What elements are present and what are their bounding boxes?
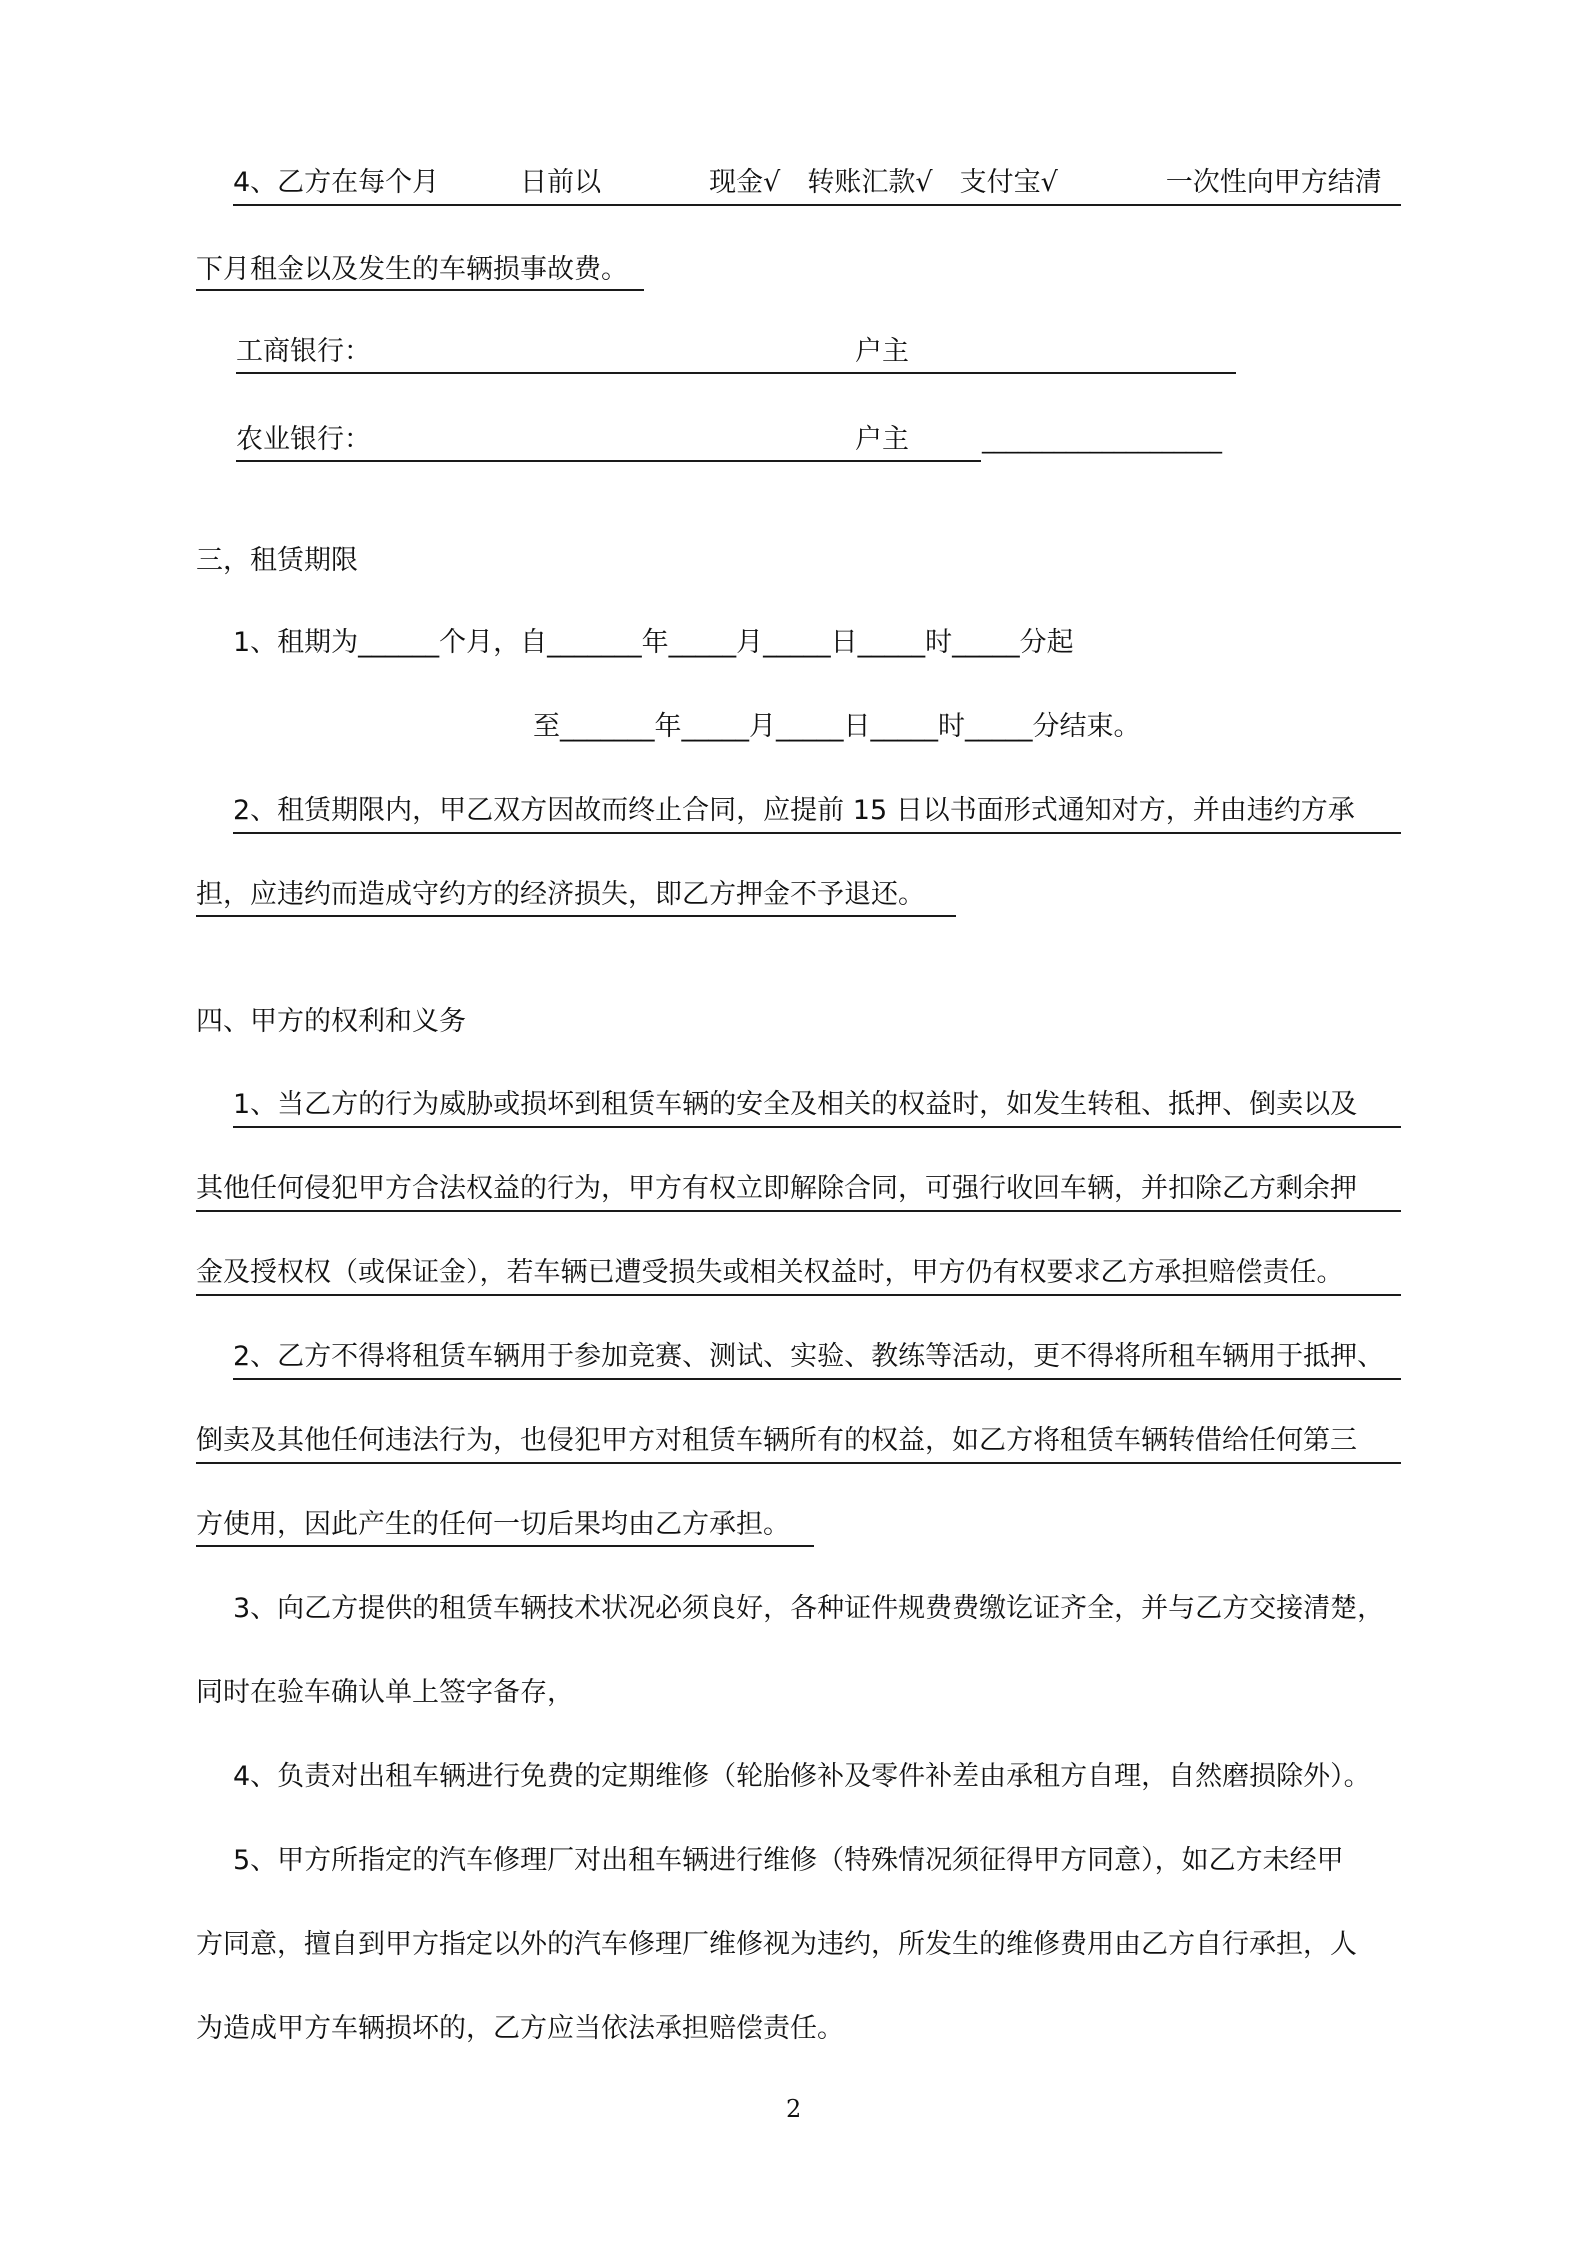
payment-clause-line1: 4、乙方在每个月 日前以 现金√ 转账汇款√ 支付宝√ 一次性向甲方结清	[233, 167, 1382, 198]
right-1-line3: 金及授权权（或保证金），若车辆已遭受损失或相关权益时，甲方仍有权要求乙方承担赔偿责任。	[196, 1257, 1344, 1288]
termination-clause-line1: 2、租赁期限内，甲乙双方因故而终止合同，应提前 15 日以书面形式通知对方，并由违约方承	[233, 795, 1355, 826]
right-1-underline2	[196, 1210, 1401, 1212]
payment-clause-underline1	[233, 204, 1401, 206]
section-3-heading: 三，租赁期限	[196, 545, 358, 576]
right-3-line2: 同时在验车确认单上签字备存，	[196, 1677, 574, 1708]
termination-clause-line2: 担，应违约而造成守约方的经济损失，即乙方押金不予退还。	[196, 879, 925, 910]
bank-icbc-label: 工商银行：	[236, 336, 371, 367]
bank-abc-account-line	[236, 460, 981, 462]
right-2-underline3	[196, 1545, 814, 1547]
right-2-underline1	[233, 1378, 1401, 1380]
right-1-line2: 其他任何侵犯甲方合法权益的行为，甲方有权立即解除合同，可强行收回车辆，并扣除乙方剩余押	[196, 1173, 1357, 1204]
right-2-underline2	[196, 1462, 1401, 1464]
right-5-line3: 为造成甲方车辆损坏的，乙方应当依法承担赔偿责任。	[196, 2013, 844, 2044]
right-1-line1: 1、当乙方的行为威胁或损坏到租赁车辆的安全及相关的权益时，如发生转租、抵押、倒卖以及	[233, 1089, 1358, 1120]
right-3-line1: 3、向乙方提供的租赁车辆技术状况必须良好，各种证件规费费缴讫证齐全，并与乙方交接清楚，	[233, 1593, 1385, 1624]
right-2-line3: 方使用，因此产生的任何一切后果均由乙方承担。	[196, 1509, 790, 1540]
bank-abc-label: 农业银行：	[236, 424, 371, 455]
bank-icbc-account-line	[236, 372, 1236, 374]
page-number: 2	[786, 2095, 802, 2123]
section-4-heading: 四、甲方的权利和义务	[196, 1006, 466, 1037]
lease-term-line1: 1、租期为______个月，自_______年_____月_____日_____时_____分起	[233, 627, 1074, 658]
bank-abc-owner-blank: ____________________	[982, 426, 1222, 454]
termination-underline2	[196, 915, 956, 917]
lease-term-line2: 至_______年_____月_____日_____时_____分结束。	[533, 711, 1141, 742]
right-1-underline3	[196, 1294, 1401, 1296]
right-1-underline1	[233, 1126, 1401, 1128]
payment-clause-line2: 下月租金以及发生的车辆损事故费。	[196, 254, 628, 285]
bank-icbc-owner-label: 户主	[855, 336, 909, 367]
right-5-line1: 5、甲方所指定的汽车修理厂对出租车辆进行维修（特殊情况须征得甲方同意），如乙方未经甲	[233, 1845, 1344, 1876]
right-2-line2: 倒卖及其他任何违法行为，也侵犯甲方对租赁车辆所有的权益，如乙方将租赁车辆转借给任何第三	[196, 1425, 1357, 1456]
termination-underline1	[233, 832, 1401, 834]
bank-abc-owner-label: 户主	[855, 424, 909, 455]
right-2-line1: 2、乙方不得将租赁车辆用于参加竞赛、测试、实验、教练等活动，更不得将所租车辆用于抵押、	[233, 1341, 1385, 1372]
right-4-line1: 4、负责对出租车辆进行免费的定期维修（轮胎修补及零件补差由承租方自理，自然磨损除外）。	[233, 1761, 1371, 1792]
payment-clause-underline2	[196, 289, 644, 291]
right-5-line2: 方同意，擅自到甲方指定以外的汽车修理厂维修视为违约，所发生的维修费用由乙方自行承担，人	[196, 1929, 1357, 1960]
